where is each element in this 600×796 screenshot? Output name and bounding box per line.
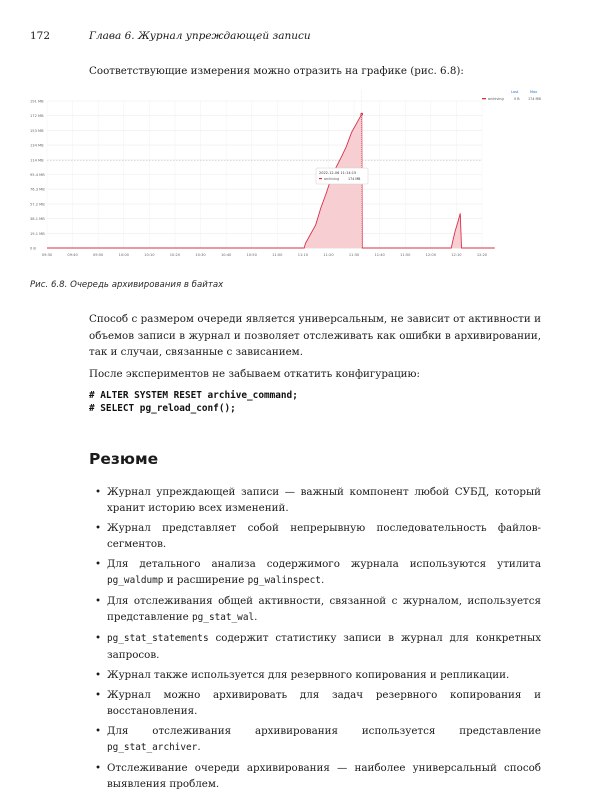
legend-column-last: Last: [511, 90, 519, 94]
code-line-reload-conf: # SELECT pg_reload_conf();: [89, 403, 236, 414]
y-tick-label: 38.1 MB: [30, 217, 45, 222]
legend-series-name: archiving: [488, 97, 504, 101]
summary-bullet-item: [89, 630, 541, 663]
inline-code: pg_stat_statements: [107, 633, 209, 644]
legend-max-value: 174 MB: [528, 97, 541, 101]
summary-bullet-item: [89, 667, 541, 683]
page-number: 172: [30, 30, 51, 42]
bullet-text: Для детального анализа содержимого журнала используются утилита: [107, 558, 541, 570]
x-tick-label: 10:40: [220, 253, 232, 257]
bullet-text: Журнал также используется для резервного копирования и репликации.: [107, 669, 510, 681]
summary-bullet-list: [89, 484, 541, 796]
bullet-text: и расширение: [163, 574, 248, 586]
y-tick-label: 172 MB: [30, 114, 44, 119]
y-tick-label: 134 MB: [30, 143, 44, 148]
series-line-archiving: [47, 114, 495, 248]
x-tick-label: 11:30: [348, 253, 360, 257]
summary-bullet-item: [89, 760, 541, 792]
summary-bullet-item: [89, 484, 541, 516]
bullet-text: Журнал представляет собой непрерывную последовательность файлов-сегментов.: [107, 522, 541, 550]
bullet-text: Журнал упреждающей записи — важный компонент любой СУБД, который хранит историю всех изменений.: [107, 486, 541, 514]
y-tick-label: 57.2 MB: [30, 202, 45, 207]
summary-bullet-item: [89, 687, 541, 719]
x-tick-label: 12:20: [476, 253, 488, 257]
x-tick-label: 11:50: [400, 253, 411, 257]
archive-queue-chart: [30, 86, 542, 272]
x-tick-label: 12:00: [425, 253, 437, 257]
bullet-text: .: [197, 741, 201, 753]
figure-caption: Рис. 6.8. Очередь архивирования в байтах: [30, 280, 224, 290]
bullet-text: содержит статистику записи в журнал для конкретных запросов.: [107, 632, 541, 661]
x-tick-label: 12:10: [451, 253, 462, 257]
y-tick-label: 76.3 MB: [30, 187, 45, 192]
summary-bullet-item: [89, 556, 541, 589]
legend-series-swatch: [482, 98, 486, 99]
bullet-text: .: [254, 611, 258, 623]
bullet-text: Отслеживание очереди архивирования — наиболее универсальный способ выявления проблем.: [107, 762, 541, 790]
paragraph-rollback: После экспериментов не забываем откатить конфигурацию:: [89, 368, 420, 380]
x-tick-label: 10:20: [169, 253, 181, 257]
inline-code: pg_waldump: [107, 575, 164, 586]
tooltip-time: 2022-12-06 11:14:15: [319, 171, 357, 175]
x-tick-label: 11:20: [323, 253, 334, 257]
x-tick-label: 11:00: [272, 253, 283, 257]
y-tick-label: 19.1 MB: [30, 231, 45, 236]
x-tick-label: 10:30: [195, 253, 206, 257]
inline-code: pg_walinspect: [247, 575, 321, 586]
tooltip-series-name: archiving: [324, 177, 340, 181]
y-tick-label: 95.4 MB: [30, 173, 45, 177]
x-tick-label: 10:10: [144, 253, 155, 257]
x-tick-label: 11:40: [374, 253, 385, 257]
y-tick-label: 153 MB: [30, 128, 44, 133]
y-tick-label: 0 B: [30, 246, 36, 251]
running-header-chapter-title: Глава 6. Журнал упреждающей записи: [89, 30, 311, 42]
lead-paragraph: Соответствующие измерения можно отразить на графике (рис. 6.8):: [89, 65, 464, 77]
bullet-text: Для отслеживания архивирования используется представление: [107, 725, 541, 737]
tooltip-series-swatch: [319, 178, 322, 179]
summary-bullet-item: [89, 723, 541, 756]
x-tick-label: 10:00: [118, 253, 129, 257]
inline-code: pg_stat_wal: [192, 612, 255, 623]
x-tick-label: 09:50: [92, 253, 104, 257]
y-tick-label: 114 MB: [30, 158, 44, 163]
series-area-archiving: [47, 114, 495, 248]
x-tick-label: 09:30: [41, 253, 53, 257]
code-line-alter-system: # ALTER SYSTEM RESET archive_command;: [89, 390, 298, 401]
x-tick-label: 10:50: [246, 253, 257, 257]
bullet-text: Для отслеживания общей активности, связанной с журналом, используется представление: [107, 595, 541, 623]
section-heading-summary: Резюме: [89, 450, 159, 468]
legend-column-max: Max: [530, 90, 538, 94]
x-tick-label: 09:40: [67, 253, 78, 257]
x-tick-label: 11:10: [297, 253, 309, 257]
inline-code: pg_stat_archiver: [107, 742, 198, 753]
y-tick-label: 191 MB: [30, 99, 44, 104]
tooltip-value: 174 MB: [348, 177, 361, 181]
summary-bullet-item: [89, 520, 541, 552]
summary-bullet-item: [89, 593, 541, 626]
bullet-text: Журнал можно архивировать для задач резервного копирования и восстановления.: [107, 689, 541, 717]
legend-last-value: 0 B: [514, 97, 520, 101]
bullet-text: .: [320, 574, 325, 586]
paragraph-universal-method: Способ с размером очереди является универсальным, не зависит от активности и объемов записи в журнал и позволяет отслеживать как ошибки в архивировании, так и случаи, связанные с зависанием.: [89, 313, 541, 358]
